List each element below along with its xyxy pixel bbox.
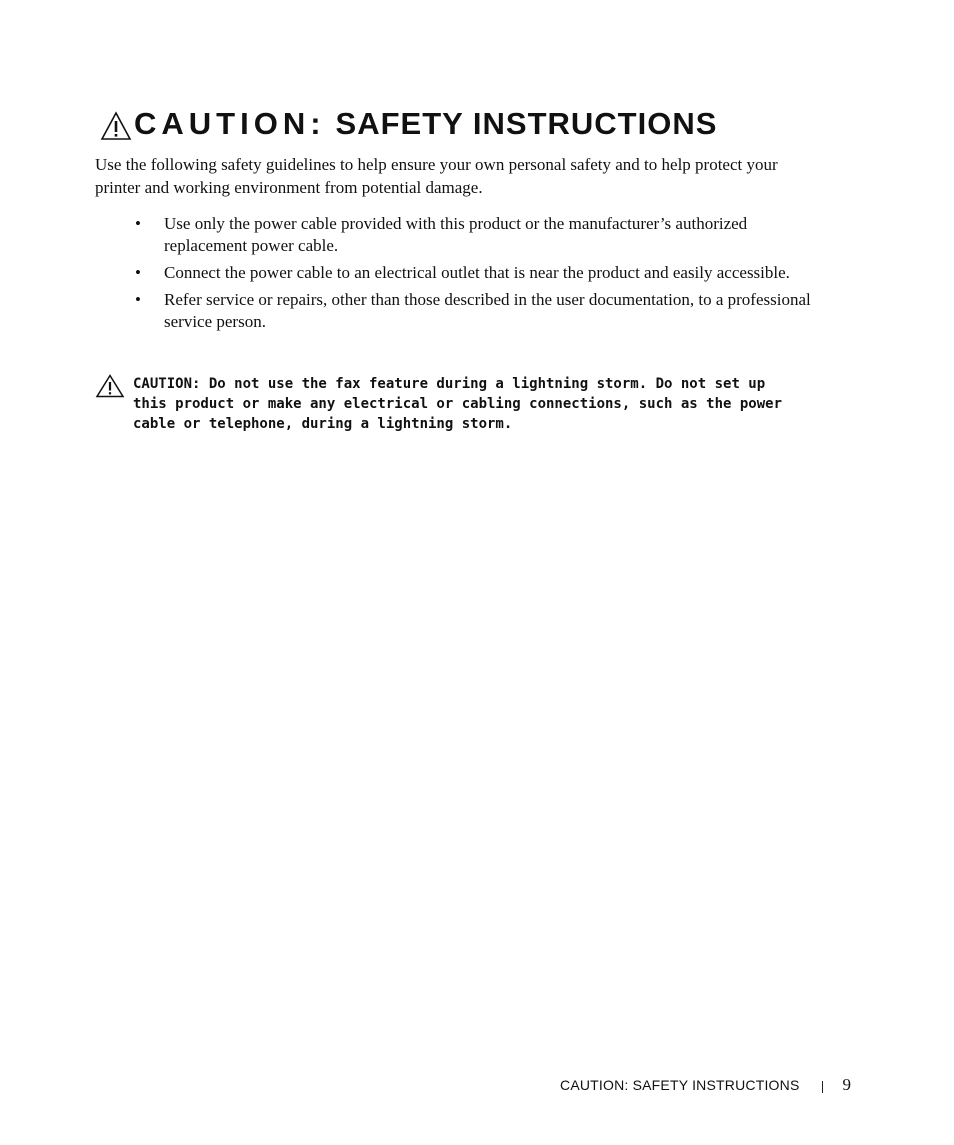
bullet-item [95,262,815,284]
warning-triangle-icon [100,111,132,141]
footer-page-number: 9 [842,1075,851,1094]
heading-title: SAFETY INSTRUCTIONS [335,106,718,141]
heading-caution-word: CAUTION: [134,106,326,141]
caution-note-text: CAUTION: Do not use the fax feature during a lightning storm. Do not set up this product or make any electrical or cabling connections, such as the power cable or telephone, during a lightning storm. [133,376,783,432]
bullet-marker: • [135,290,141,309]
footer-separator [822,1081,823,1093]
bullet-item [95,213,815,257]
safety-bullet-list [95,213,815,338]
warning-triangle-icon [95,374,125,398]
bullet-marker: • [135,214,141,233]
footer-section-title: CAUTION: SAFETY INSTRUCTIONS [560,1077,800,1093]
caution-note [95,374,795,434]
bullet-text: Connect the power cable to an electrical outlet that is near the product and easily accessible. [164,263,790,282]
bullet-item [95,289,815,333]
intro-paragraph: Use the following safety guidelines to help ensure your own personal safety and to help protect your printer and working environment from potential damage. [95,155,778,197]
page-footer [560,1075,851,1095]
bullet-text: Refer service or repairs, other than those described in the user documentation, to a professional service person. [164,290,811,331]
page-heading [100,106,717,142]
bullet-marker: • [135,263,141,282]
bullet-text: Use only the power cable provided with this product or the manufacturer’s authorized replacement power cable. [164,214,748,255]
